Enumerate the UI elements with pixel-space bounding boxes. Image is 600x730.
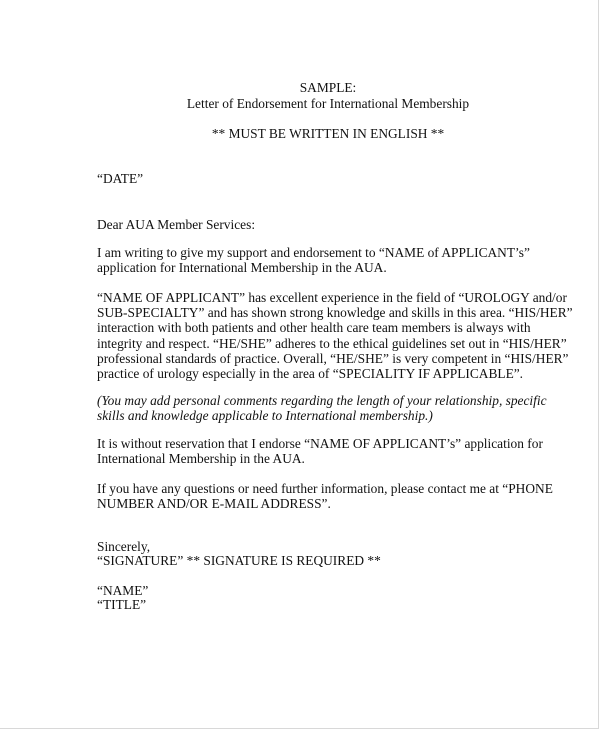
paragraph-line: “NAME OF APPLICANT” has excellent experience in the field of “UROLOGY and/or [97, 290, 567, 305]
paragraph-line: If you have any questions or need further information, please contact me at “PHONE [97, 481, 553, 496]
paragraph-line: application for International Membership in the AUA. [97, 260, 387, 276]
paragraph-support [97, 245, 577, 275]
paragraph-experience [97, 290, 577, 381]
sample-label: SAMPLE: [299, 80, 357, 95]
signer-title: “TITLE” [97, 597, 147, 612]
note-line: (You may add personal comments regarding the length of your relationship, specific [97, 393, 547, 408]
date-placeholder: “DATE” [97, 171, 144, 186]
paragraph-line: interaction with both patients and other health care team members is always with [97, 320, 531, 336]
paragraph-line: NUMBER AND/OR E-MAIL ADDRESS”. [97, 496, 331, 512]
salutation: Dear AUA Member Services: [97, 217, 256, 232]
signer-name: “NAME” [97, 583, 149, 598]
paragraph-line: I am writing to give my support and endorsement to “NAME of APPLICANT’s” [97, 245, 530, 260]
paragraph-endorsement [97, 436, 577, 466]
document-title: Letter of Endorsement for International Membership [186, 96, 470, 111]
paragraph-line: practice of urology especially in the area of “SPECIALITY IF APPLICABLE”. [97, 366, 524, 382]
paragraph-line: integrity and respect. “HE/SHE” adheres to the ethical guidelines set out in “HIS/HER” [97, 335, 567, 351]
paragraph-contact [97, 481, 577, 511]
personal-comments-note [97, 393, 577, 423]
paragraph-line: SUB-SPECIALTY” and has shown strong knowledge and skills in this area. “HIS/HER” [97, 305, 573, 321]
signature-line: “SIGNATURE” ** SIGNATURE IS REQUIRED ** [97, 553, 381, 568]
note-line: skills and knowledge applicable to International membership.) [97, 408, 433, 424]
closing: Sincerely, [97, 539, 151, 554]
paragraph-line: It is without reservation that I endorse “NAME OF APPLICANT’s” application for [97, 436, 543, 451]
paragraph-line: professional standards of practice. Overall, “HE/SHE” is very competent in “HIS/HER” [97, 350, 569, 366]
language-notice: ** MUST BE WRITTEN IN ENGLISH ** [211, 126, 445, 141]
paragraph-line: International Membership in the AUA. [97, 451, 305, 467]
